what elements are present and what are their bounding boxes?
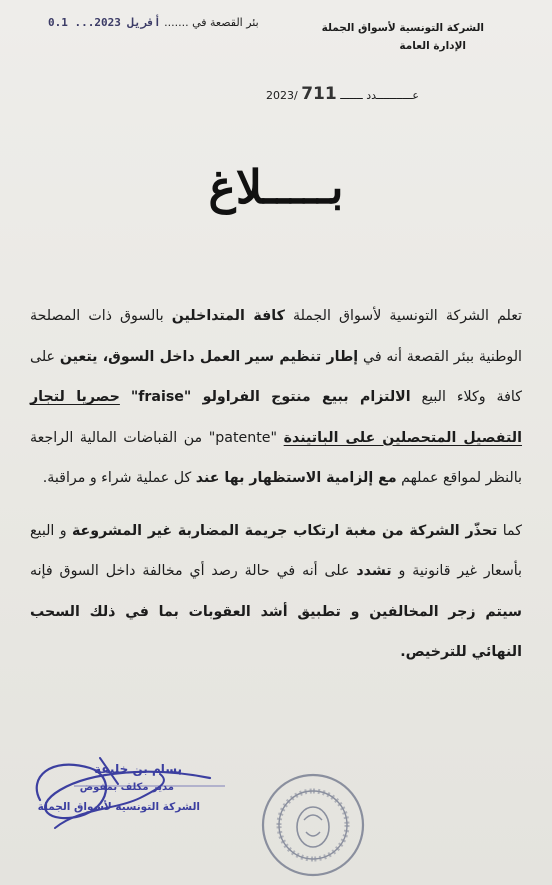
text-run: مع إلزامية الاستظهار بها عند: [195, 470, 397, 486]
document-title: بـــــلاغ: [208, 160, 344, 214]
text-run: الالتزام ببيع منتوج الفراولو "fraise": [130, 389, 411, 405]
signatory-organization: الشركة التونسية لأسواق الجملة: [37, 801, 200, 813]
paragraph-1: [30, 296, 522, 499]
official-seal-icon: [258, 770, 368, 880]
place-label: بئر القصعة في .......: [164, 16, 259, 29]
text-run: تشدد: [356, 563, 392, 579]
reference-year: 2023/: [266, 89, 298, 102]
reference-value: 711: [301, 84, 337, 104]
organization-department: الإدارة العامة: [399, 40, 466, 52]
reference-number: [266, 84, 419, 104]
text-run: على كافة وكلاء البيع: [30, 348, 522, 405]
text-run: [120, 389, 131, 405]
text-run: على أنه في حالة رصد أي مخالفة داخل السوق فإنه: [30, 563, 357, 579]
paragraph-2: [30, 511, 522, 673]
text-run: تعلم الشركة التونسية لأسواق الجملة: [284, 308, 522, 324]
place-and-date: [48, 16, 259, 29]
text-run: كافة المتداخلين: [171, 308, 285, 324]
organization-name: الشركة التونسية لأسواق الجملة: [321, 22, 484, 34]
text-run: كل عملية شراء و مراقبة.: [42, 470, 196, 486]
date-value: 0.1 ...أفريل 2023: [48, 16, 161, 29]
text-run: سيتم زجر المخالفين و تطبيق أشد العقوبات بما في ذلك السحب النهائي للترخيص.: [30, 603, 522, 660]
text-run: "patente" من القباضات المالية الراجعة بالنظر لمواقع عملهم: [30, 429, 522, 486]
text-run: و البيع بأسعار غير قانونية و: [30, 522, 522, 579]
signatory-name: بسام بن خليفة: [93, 762, 182, 776]
announcement-body: [30, 296, 522, 673]
text-run: كما: [497, 522, 523, 539]
signatory-role: مدير مكلف بمفوض: [79, 782, 174, 793]
reference-label: عـــــــــــدد: [366, 89, 419, 102]
text-run: إطار تنظيم سير العمل داخل السوق، يتعين: [59, 348, 359, 365]
text-run: تحذّر الشركة من مغبة ارتكاب جريمة المضاربة غير المشروعة: [71, 522, 498, 539]
text-run: حصريا لتجار التفصيل المتحصلين على الباتيندة: [30, 389, 522, 446]
reference-prefix-left: ـــــــ: [340, 89, 363, 102]
text-run: بالسوق ذات المصلحة الوطنية ببئر القصعة أنه في: [30, 308, 522, 365]
signature-stamp: [20, 738, 260, 873]
